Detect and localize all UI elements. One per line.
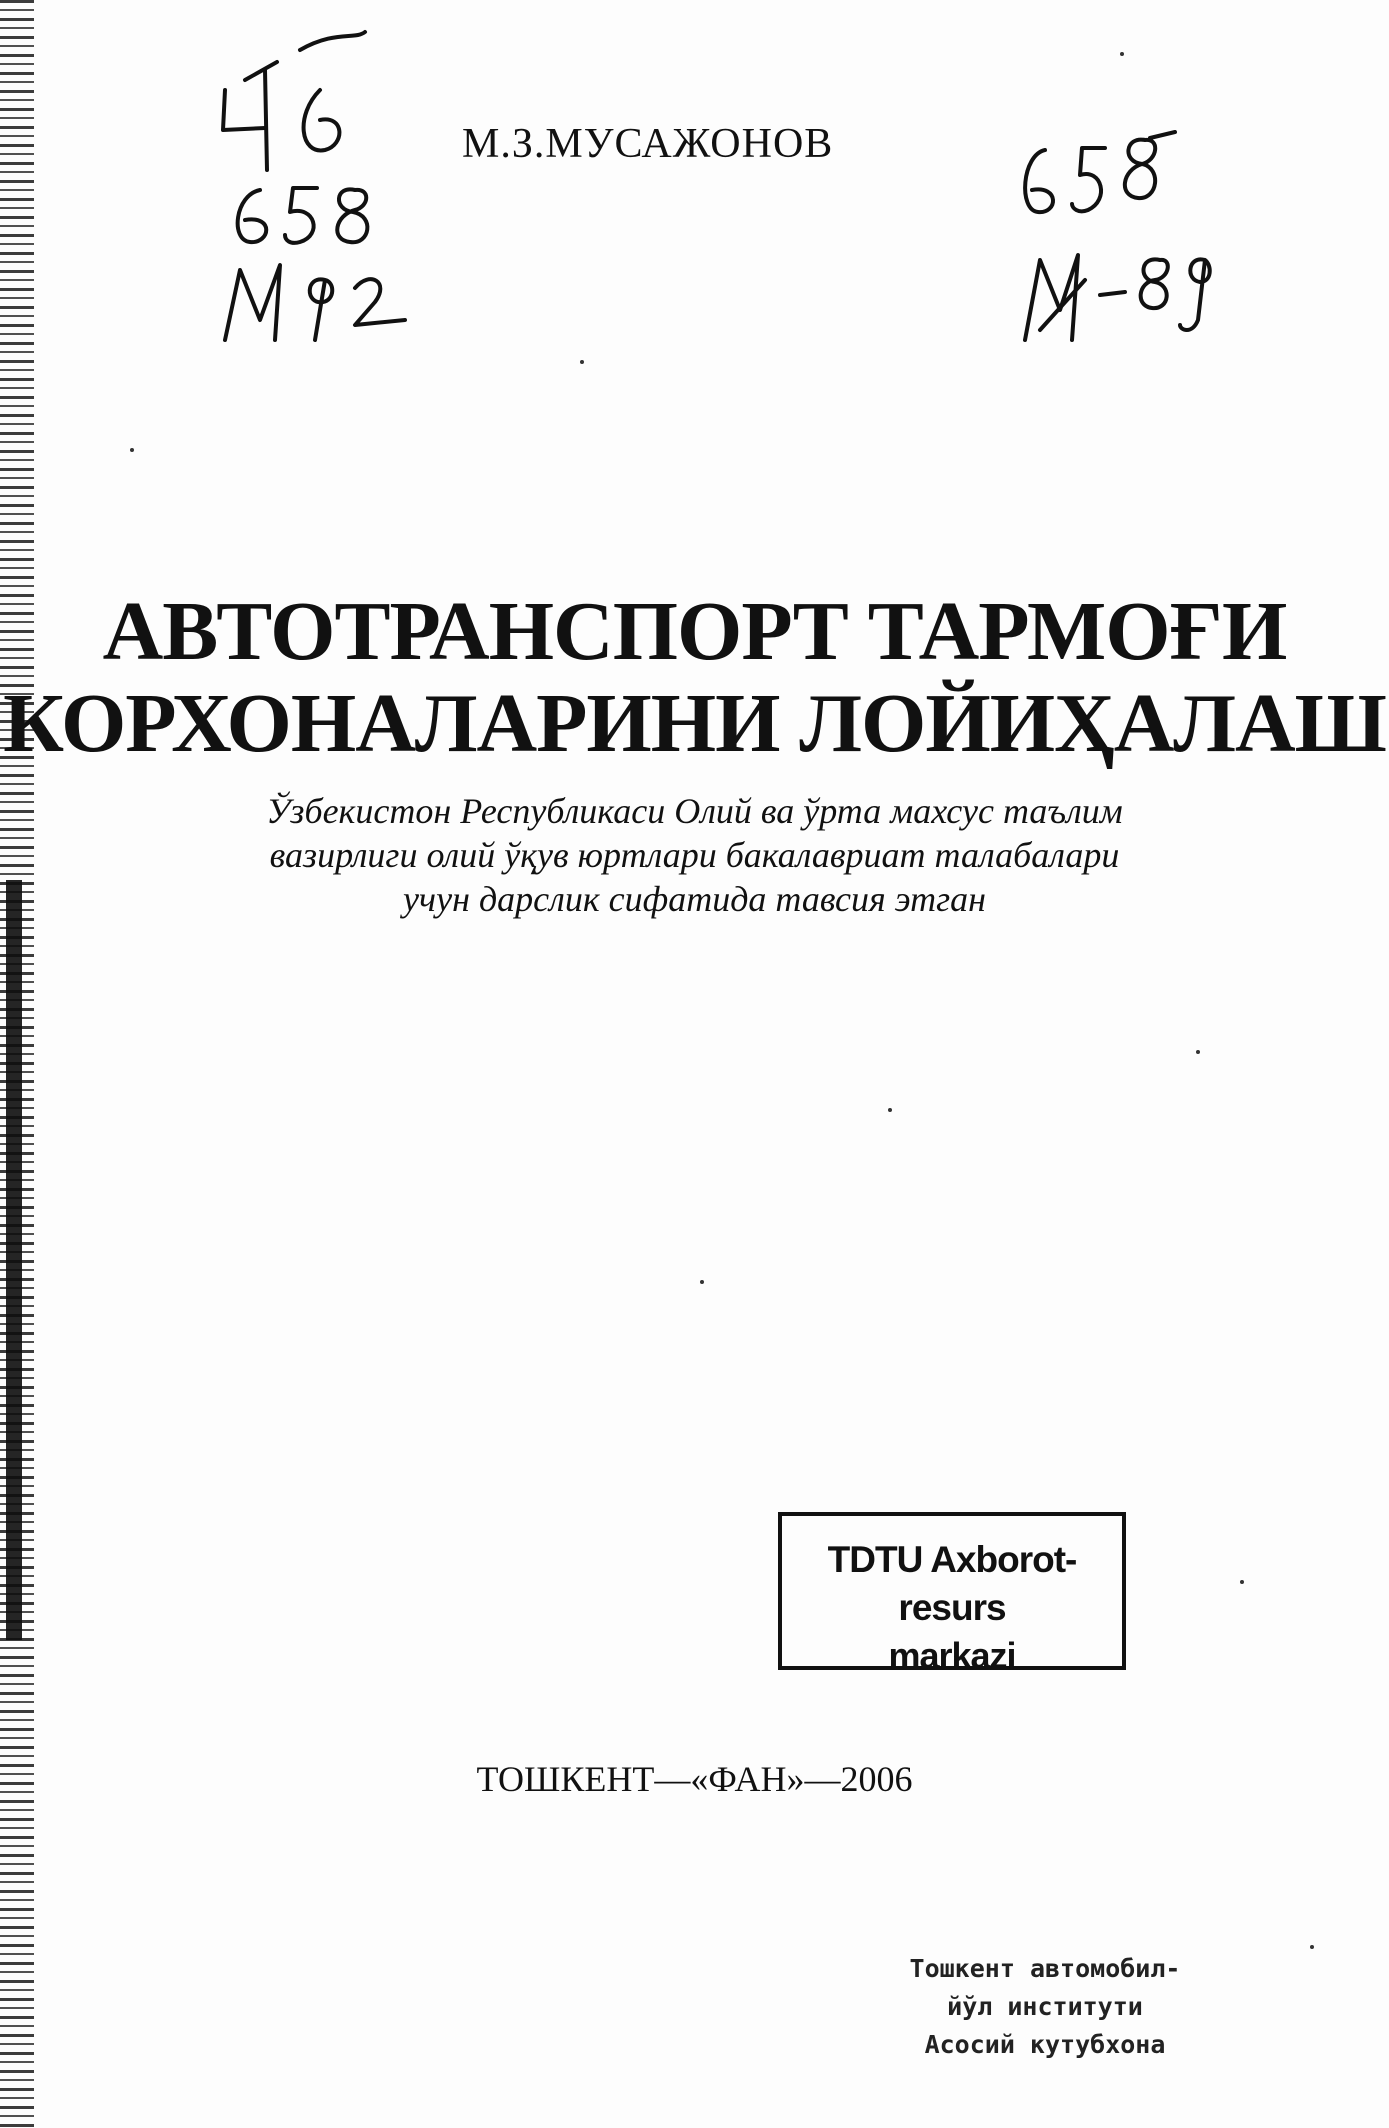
handwritten-call-number-left — [205, 20, 435, 350]
publisher-imprint: ТОШКЕНТ—«ФАН»—2006 — [476, 1759, 913, 1799]
author-name: М.З.МУСАЖОНОВ — [462, 121, 834, 167]
scan-edge-dark-strip — [6, 880, 22, 1640]
scan-speck — [1196, 1050, 1200, 1054]
resource-center-stamp — [778, 1512, 1126, 1676]
subtitle-line-3: учун дарслик сифатида тавсия этган — [402, 879, 987, 919]
book-title-line-2: КОРХОНАЛАРИНИ ЛОЙИҲАЛАШ — [3, 677, 1386, 770]
library-stamp — [880, 1950, 1210, 2064]
stamp-line-2: markazi — [888, 1635, 1016, 1676]
library-stamp-line-3: Асосий кутубхона — [924, 2030, 1166, 2059]
scan-speck — [1310, 1945, 1314, 1949]
subtitle-line-1: Ўзбекистон Республикаси Олий ва ўрта махсус таълим — [266, 791, 1123, 831]
library-stamp-line-1: Тошкент автомобил- — [909, 1954, 1181, 1983]
scan-speck — [888, 1108, 892, 1112]
handwritten-call-number-right — [1000, 130, 1230, 360]
subtitle-line-2: вазирлиги олий ўқув юртлари бакалавриат талабалари — [269, 835, 1120, 875]
scan-speck — [130, 448, 134, 452]
scan-speck — [1120, 52, 1124, 56]
stamp-line-1: TDTU Axborot-resurs — [827, 1539, 1077, 1628]
scan-speck — [1240, 1580, 1244, 1584]
scan-speck — [580, 360, 584, 364]
scan-speck — [700, 1280, 704, 1284]
library-stamp-line-2: йўл институти — [947, 1992, 1143, 2021]
book-title-line-1: АВТОТРАНСПОРТ ТАРМОҒИ — [102, 585, 1287, 678]
